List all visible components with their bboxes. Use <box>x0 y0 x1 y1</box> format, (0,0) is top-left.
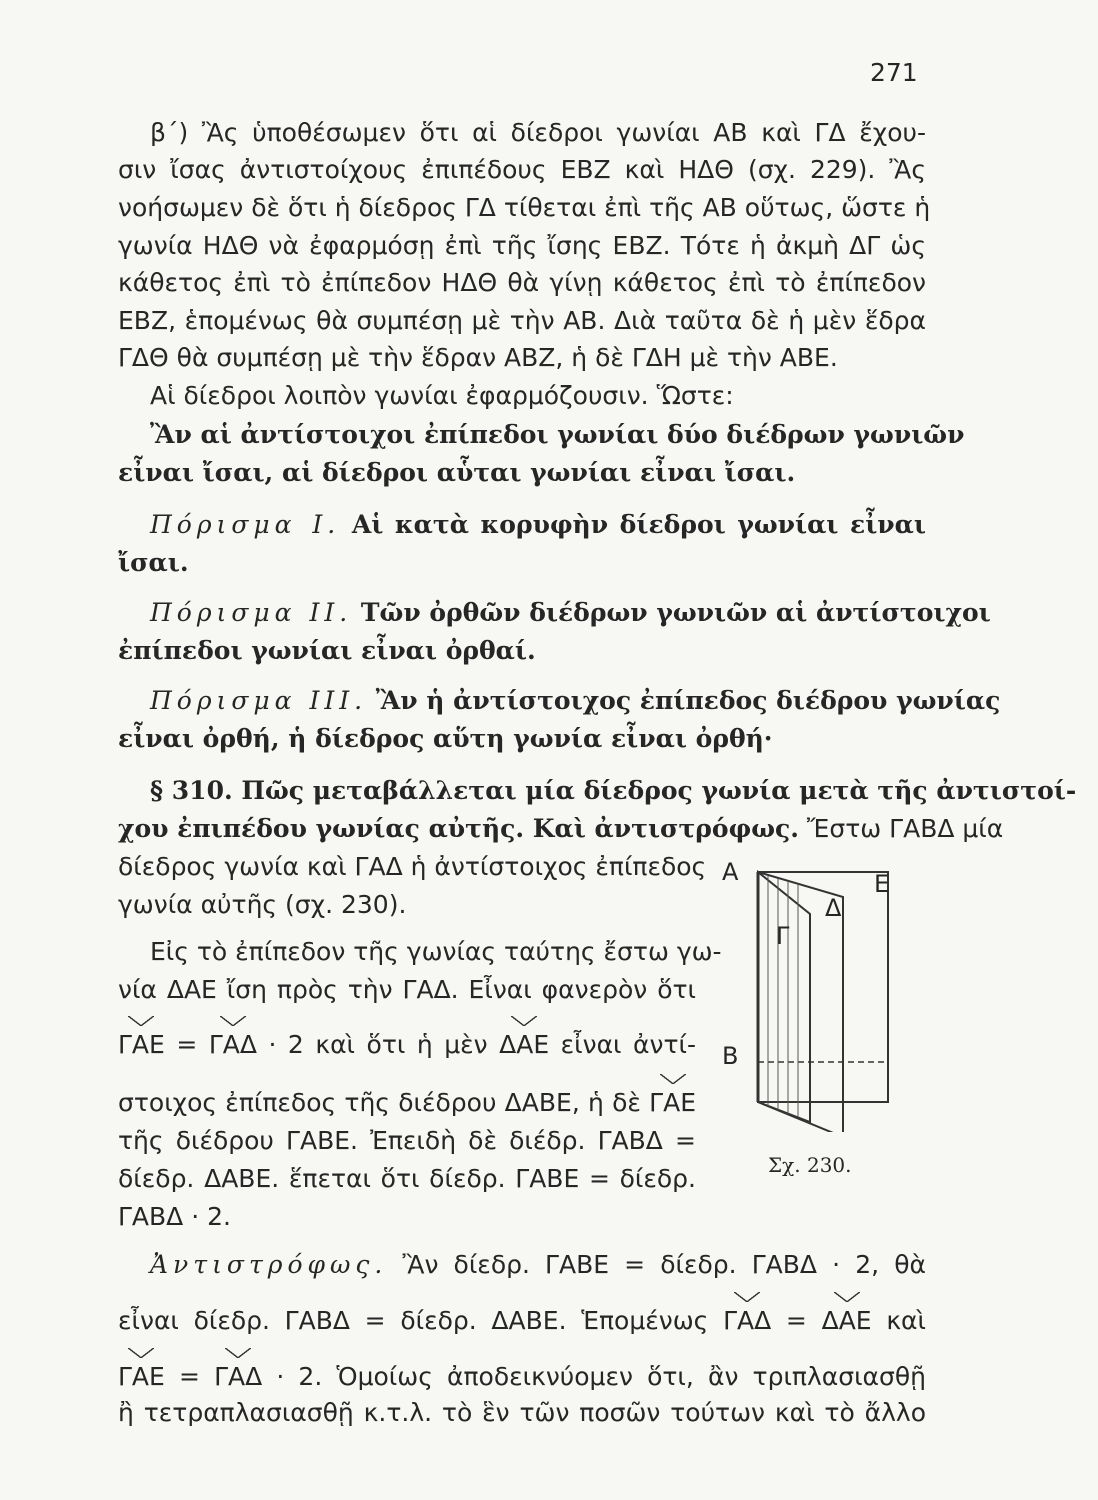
text-line: νοήσωμεν δὲ ὅτι ἡ δίεδρος ΓΔ τίθεται ἐπὶ τῆς ΑΒ οὕτως, ὥστε ἡ <box>118 193 931 222</box>
text: εἶναι ἀντί- <box>560 1030 696 1059</box>
angle-hat: ΓΑΕ <box>118 1030 165 1059</box>
porisma-text: ἐπίπεδοι γωνίαι εἶναι ὀρθαί. <box>118 636 536 665</box>
equals: = <box>176 1030 198 1059</box>
text-line: β΄) Ἂς ὑποθέσωμεν ὅτι αἱ δίεδροι γωνίαι ΑΒ καὶ ΓΔ ἔχου- <box>150 118 926 147</box>
angle-hat: ΔΑΕ <box>821 1306 872 1335</box>
text-line: Αἱ δίεδροι λοιπὸν γωνίαι ἐφαρμόζουσιν. Ὥστε: <box>150 381 734 410</box>
porisma-text: ἴσαι. <box>118 548 189 577</box>
equals: = <box>178 1362 200 1391</box>
vertex-label-a: Α <box>722 858 739 886</box>
vertex-label-d: Δ <box>825 894 842 922</box>
angle-hat: ΓΑΔ <box>723 1306 772 1335</box>
section-title: Πῶς μεταβάλλεται μία δίεδρος γωνία μετὰ τῆς ἀντιστοί- <box>241 776 1077 805</box>
porisma-3 <box>150 686 1001 716</box>
text: · 2 καὶ ὅτι ἡ μὲν <box>268 1030 488 1059</box>
angle-hat: ΔΑΕ <box>499 1030 550 1059</box>
text-line: Εἰς τὸ ἐπίπεδον τῆς γωνίας ταύτης ἔστω γω- <box>150 937 722 966</box>
figure-230 <box>718 852 918 1177</box>
converse-line <box>150 1250 926 1280</box>
formula-line <box>118 1362 926 1392</box>
porisma-label: Πόρισμα ΙΙΙ. <box>150 686 368 715</box>
text-line: δίεδρ. ΔΑΒΕ. ἕπεται ὅτι δίεδρ. ΓΑΒΕ = δίεδρ. <box>118 1164 696 1193</box>
theorem-line: εἶναι ἴσαι, αἱ δίεδροι αὗται γωνίαι εἶναι ἴσαι. <box>118 458 796 487</box>
section-heading-line <box>118 814 1004 844</box>
figure-caption: Σχ. 230. <box>768 1153 852 1177</box>
section-title: χου ἐπιπέδου γωνίας αὐτῆς. Καὶ ἀντιστρόφως. <box>118 814 799 843</box>
text-line: ΕΒΖ, ἑπομένως θὰ συμπέσῃ μὲ τὴν ΑΒ. Διὰ ταῦτα δὲ ἡ μὲν ἕδρα <box>118 306 926 335</box>
text-line: κάθετος ἐπὶ τὸ ἐπίπεδον ΗΔΘ θὰ γίνῃ κάθετος ἐπὶ τὸ ἐπίπεδον <box>118 268 926 297</box>
text: στοιχος ἐπίπεδος τῆς διέδρου ΔΑΒΕ, ἡ δὲ <box>118 1088 641 1117</box>
angle-hat: ΓΑΔ <box>214 1362 263 1391</box>
angle-hat: ΓΑΕ <box>118 1362 165 1391</box>
text-line: γωνία ΗΔΘ νὰ ἐφαρμόσῃ ἐπὶ τῆς ἴσης ΕΒΖ. Τότε ἡ ἀκμὴ ΔΓ ὡς <box>118 231 926 260</box>
text-line: ΓΑΒΔ · 2. <box>118 1202 231 1231</box>
text-line: νία ΔΑΕ ἴση πρὸς τὴν ΓΑΔ. Εἶναι φανερὸν ὅτι <box>118 975 696 1004</box>
porisma-text: Ἂν ἡ ἀντίστοιχος ἐπίπεδος διέδρου γωνίας <box>375 686 1001 715</box>
theorem-line: Ἂν αἱ ἀντίστοιχοι ἐπίπεδοι γωνίαι δύο διέδρων γωνιῶν <box>150 420 965 449</box>
section-heading <box>150 776 1077 806</box>
text-line: σιν ἴσας ἀντιστοίχους ἐπιπέδους ΕΒΖ καὶ ΗΔΘ (σχ. 229). Ἂς <box>118 155 926 184</box>
text-line: ΓΔΘ θὰ συμπέσῃ μὲ τὴν ἕδραν ΑΒΖ, ἡ δὲ ΓΔΗ μὲ τὴν ΑΒΕ. <box>118 343 838 372</box>
formula-line <box>118 1030 696 1060</box>
porisma-text: Τῶν ὀρθῶν διέδρων γωνιῶν αἱ ἀντίστοιχοι <box>360 598 991 627</box>
formula-line <box>118 1088 696 1118</box>
converse-label: Ἀντιστρόφως. <box>150 1250 388 1279</box>
text: · 2. Ὁμοίως ἀποδεικνύομεν ὅτι, ἂν τριπλασιασθῇ <box>276 1362 927 1391</box>
angle-hat: ΓΑΕ <box>649 1088 696 1117</box>
vertex-label-g: Γ <box>776 922 790 950</box>
formula-line <box>118 1306 926 1336</box>
section-number: § 310. <box>150 776 233 805</box>
vertex-label-b: Β <box>722 1042 739 1070</box>
porisma-1 <box>150 510 926 540</box>
text: καὶ <box>886 1306 926 1335</box>
porisma-label: Πόρισμα Ι. <box>150 510 341 539</box>
porisma-text: Αἱ κατὰ κορυφὴν δίεδροι γωνίαι εἶναι <box>351 510 926 539</box>
page-number: 271 <box>870 58 918 87</box>
porisma-text: εἶναι ὀρθή, ἡ δίεδρος αὕτη γωνία εἶναι ὀρθή· <box>118 724 773 753</box>
text-line: δίεδρος γωνία καὶ ΓΑΔ ἡ ἀντίστοιχος ἐπίπεδος <box>118 852 707 881</box>
angle-hat: ΓΑΔ <box>208 1030 257 1059</box>
vertex-label-e: Ε <box>874 870 890 898</box>
equals: = <box>785 1306 807 1335</box>
text-line: ἢ τετραπλασιασθῇ κ.τ.λ. τὸ ἓν τῶν ποσῶν τούτων καὶ τὸ ἄλλο <box>118 1398 926 1427</box>
text: εἶναι δίεδρ. ΓΑΒΔ = δίεδρ. ΔΑΒΕ. Ἑπομένως <box>118 1306 709 1335</box>
text: Ἔστω ΓΑΒΔ μία <box>806 814 1004 843</box>
porisma-label: Πόρισμα ΙΙ. <box>150 598 353 627</box>
text: Ἂν δίεδρ. ΓΑΒΕ = δίεδρ. ΓΑΒΔ · 2, θὰ <box>402 1250 927 1279</box>
text-line: τῆς διέδρου ΓΑΒΕ. Ἐπειδὴ δὲ διέδρ. ΓΑΒΔ = <box>118 1126 696 1155</box>
porisma-2 <box>150 598 991 628</box>
text-line: γωνία αὐτῆς (σχ. 230). <box>118 890 407 919</box>
